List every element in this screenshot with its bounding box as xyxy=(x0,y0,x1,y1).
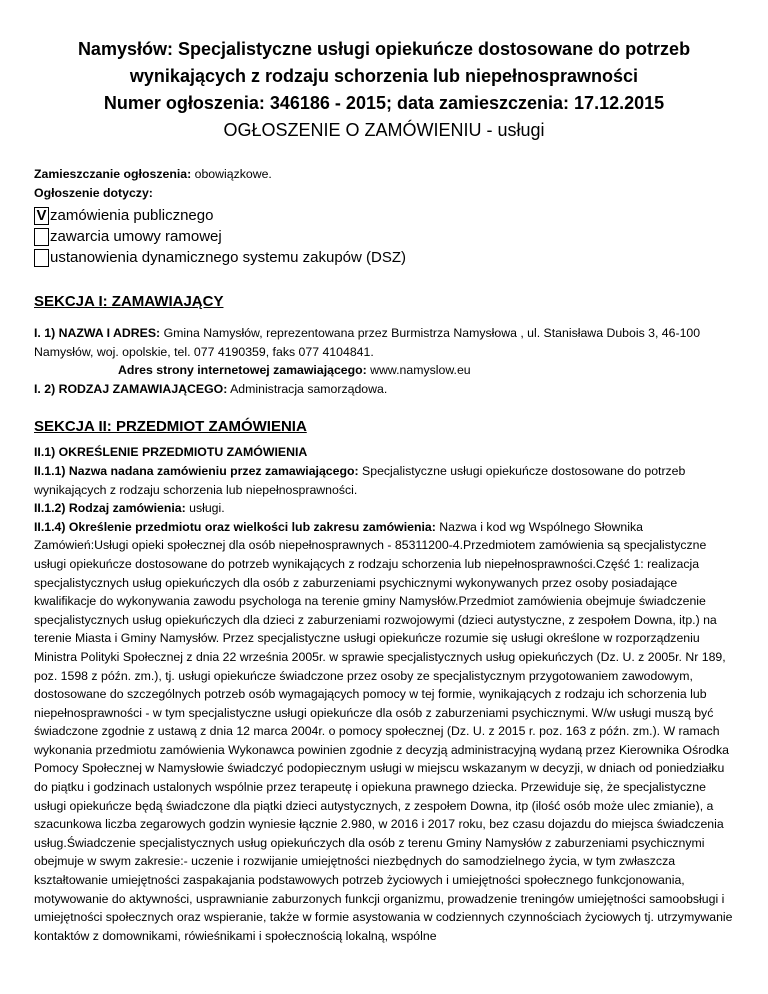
authority-type-label: I. 2) RODZAJ ZAMAWIAJĄCEGO: xyxy=(34,381,228,396)
section-2-heading: SEKCJA II: PRZEDMIOT ZAMÓWIENIA xyxy=(34,418,307,436)
option-dynamic-purchasing xyxy=(34,247,734,268)
section-1-heading: SEKCJA I: ZAMAWIAJĄCY xyxy=(34,293,224,310)
placement-value: obowiązkowe. xyxy=(194,167,272,181)
title-line-2: wynikających z rodzaju schorzenia lub niepełnosprawności xyxy=(129,66,639,86)
website-label: Adres strony internetowej zamawiającego: xyxy=(118,363,367,378)
contract-name-value: Specjalistyczne usługi opiekuńcze dostosowane do potrzeb wynikających z rodzaju schorzenia lub niepełnosprawności. xyxy=(34,463,686,497)
contract-kind xyxy=(34,499,734,518)
checkbox-empty xyxy=(34,228,49,246)
option-label: zawarcia umowy ramowej xyxy=(50,228,222,245)
contract-kind-value: usługi. xyxy=(189,501,225,516)
authority-type-line xyxy=(34,380,734,399)
name-value: Gmina Namysłów, reprezentowana przez Burmistrza Namysłowa , ul. Stanisława Dubois 3, 46-100 Namysłów, woj. opolskie, tel. 077 4190359, faks 077 4104841. xyxy=(34,326,701,359)
website-value: www.namyslow.eu xyxy=(370,363,471,378)
document-title xyxy=(0,36,768,144)
placement-label: Zamieszczanie ogłoszenia: xyxy=(34,167,192,181)
checkbox-checked: V xyxy=(34,207,49,225)
placement-line xyxy=(34,165,734,184)
concerns-line xyxy=(34,184,734,203)
name-label: I. 1) NAZWA I ADRES: xyxy=(34,326,161,340)
contract-scope-label: II.1.4) Określenie przedmiotu oraz wielkości lub zakresu zamówienia: xyxy=(34,519,436,534)
option-public-procurement xyxy=(34,205,734,226)
concerns-options xyxy=(34,205,734,268)
contracting-authority-name xyxy=(34,324,734,361)
contract-scope-value: Nazwa i kod wg Wspólnego Słownika Zamówień:Usługi opieki społecznej dla osób niepełnosprawnych - 85311200-4.Przedmiotem zamówienia są specjalistyczne usługi opiekuńcze dostosowane do potrzeb wynikających z rodzaju schorzenia lub niepełnosprawności.Część 1: realizacja specjalistycznych usług opiekuńczych dla osób z zaburzeniami psychicznymi wykonywanych przez osoby posiadające kwalifikacje do wykonywania zawodu psychologa na terenie gminy Namysłów.Przedmiot zamówienia obejmuje świadczenie specjalistycznych usług opiekuńczych dla dzieci z zaburzeniami rozwojowymi (dzieci autystyczne, z zespołem Downa, itp.) na terenie Miasta i Gminy Namysłów. Przez specjalistyczne usługi opiekuńcze rozumie się usługi określone w rozporządzeniu Ministra Polityki Społecznej z dnia 22 września 2005r. w sprawie specjalistycznych usług opiekuńczych (Dz. U. z 2005r. Nr 189, poz. 1598 z późn. zm.), tj. usługi opiekuńcze świadczone przez osoby ze specjalistycznym przygotowaniem zawodowym, dostosowane do szczególnych potrzeb osób wymagających pomocy w tej formie, wynikających z rodzaju ich schorzenia lub niepełnosprawności - w tym specjalistyczne usługi opiekuńcze dla osób z zaburzeniami psychicznymi. W/w usługi muszą być świadczone zgodnie z ustawą z dnia 12 marca 2004r. o pomocy społecznej (Dz. U. z 2015 r. poz. 163 z późn. zm.). W ramach wykonania przedmiotu zamówienia Wykonawca powinien zgodnie z decyzją administracyjną wydaną przez Kierownika Ośrodka Pomocy Społecznej w Namysłowie świadczyć podopiecznym usługi w miejscu wskazanym w decyzji, w dniach od poniedziałku do piątku i godzinach ustalonych wspólnie przez terapeutę i opiekuna prawnego dziecka. Przewiduje się, że specjalistyczne usługi opiekuńcze będą świadczone dla piątki dzieci autystycznych, z zespołem Downa, itp (ilość osób może ulec zmianie), a szacunkowa liczba zegarowych godzin wyniesie łącznie 2.980, w 2016 i 2017 roku, bez czasu dojazdu do miejsca świadczenia usług.Świadczenie specjalistycznych usług opiekuńczych dla osób z terenu Gminy Namysłów z zaburzeniami psychicznymi obejmuje w swym zakresie:- uczenie i rozwijanie umiejętności niezbędnych do samodzielnego życia, w tym zwłaszcza kształtowanie umiejętności zaspakajania podstawowych potrzeb życiowych i umiejętności społecznego funkcjonowania, motywowanie do aktywności, usprawnianie zaburzonych funkcji organizmu, prowadzenie treningów umiejętności samoobsługi i umiejętności społecznych oraz wspieranie, także w formie asystowania w codziennych czynnościach życiowych tj. utrzymywanie kontaktów z domownikami, rówieśnikami i społecznością lokalną, wspólne xyxy=(34,519,733,943)
document-body xyxy=(34,165,734,945)
option-label: zamówienia publicznego xyxy=(50,207,214,224)
contract-name-label: II.1.1) Nazwa nadana zamówieniu przez zamawiającego: xyxy=(34,463,359,478)
title-line-1: Namysłów: Specjalistyczne usługi opiekuńcze dostosowane do potrzeb xyxy=(77,39,691,59)
contract-scope xyxy=(34,518,734,946)
website-line xyxy=(34,361,734,380)
contract-name xyxy=(34,462,734,499)
title-line-4: OGŁOSZENIE O ZAMÓWIENIU - usługi xyxy=(223,120,545,140)
concerns-label: Ogłoszenie dotyczy: xyxy=(34,185,153,200)
option-label: ustanowienia dynamicznego systemu zakupów (DSZ) xyxy=(50,249,406,266)
subject-subheading xyxy=(34,443,734,462)
title-line-3: Numer ogłoszenia: 346186 - 2015; data zamieszczenia: 17.12.2015 xyxy=(103,93,665,113)
authority-type-value: Administracja samorządowa. xyxy=(230,381,388,396)
subject-subheading-text: II.1) OKREŚLENIE PRZEDMIOTU ZAMÓWIENIA xyxy=(34,445,308,460)
contract-kind-label: II.1.2) Rodzaj zamówienia: xyxy=(34,501,186,516)
option-framework-agreement xyxy=(34,226,734,247)
checkbox-empty xyxy=(34,249,49,267)
